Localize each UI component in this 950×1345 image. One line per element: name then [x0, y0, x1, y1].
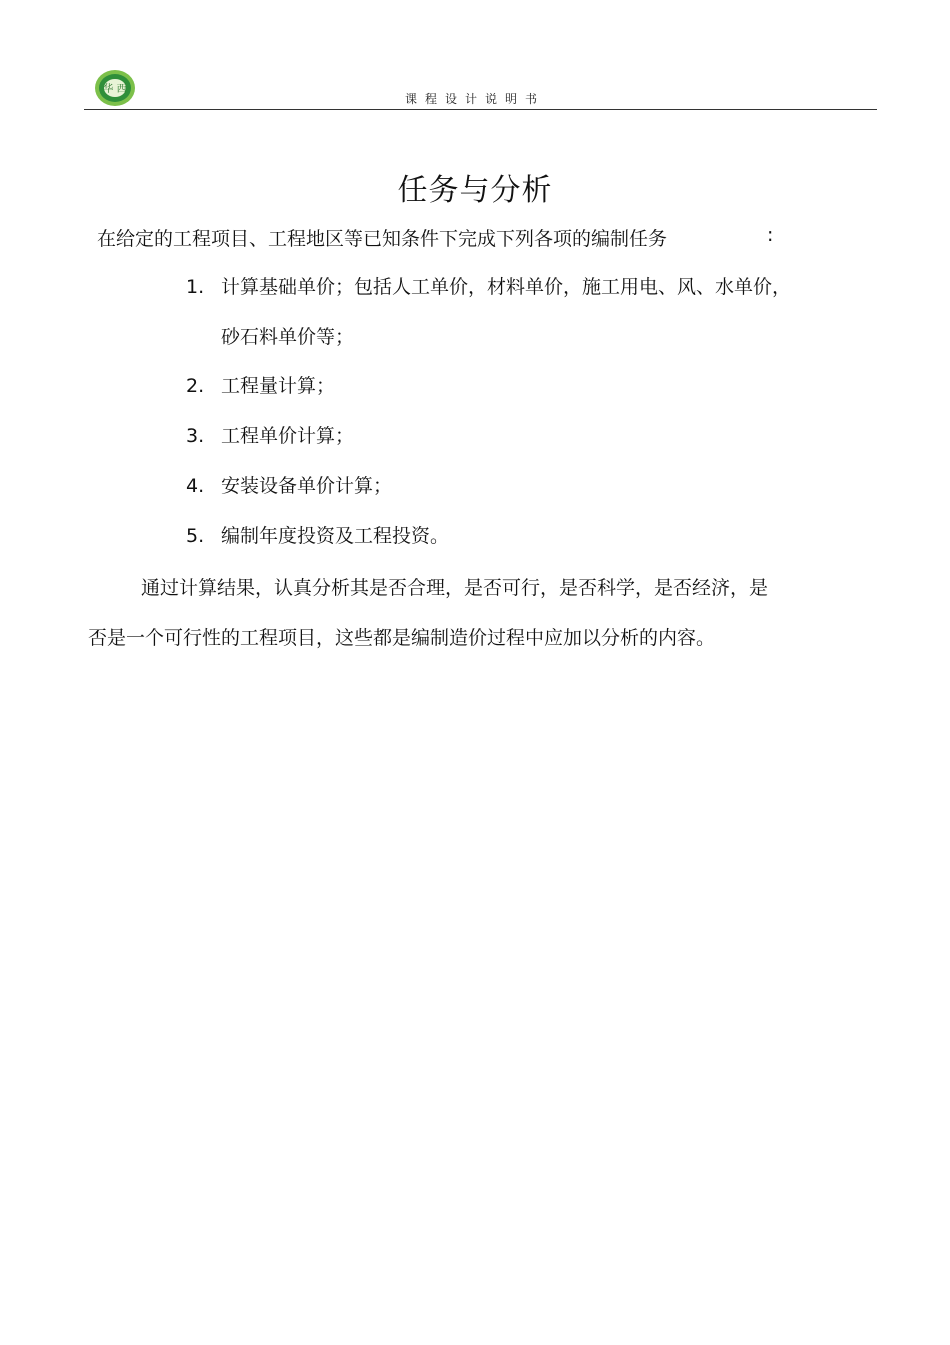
svg-text:华 西: 华 西	[103, 84, 127, 95]
header-title: 课程设计说明书	[404, 92, 545, 106]
analysis-paragraph-line-1: 通过计算结果，认真分析其是否合理，是否可行，是否科学，是否经济，是	[141, 577, 769, 599]
task-text: 编制年度投资及工程投资。	[221, 525, 450, 547]
task-number: 2.	[186, 375, 205, 397]
task-text: 工程单价计算；	[221, 425, 355, 447]
task-item-1	[186, 275, 791, 299]
task-number: 1.	[186, 276, 205, 298]
task-number: 4.	[186, 475, 205, 497]
task-text: 工程量计算；	[221, 375, 336, 397]
header-divider	[84, 109, 877, 110]
task-item-5	[186, 524, 449, 548]
intro-text	[97, 224, 774, 251]
task-number: 5.	[186, 525, 205, 547]
task-item-4	[186, 474, 392, 498]
analysis-paragraph-line-2: 否是一个可行性的工程项目，这些都是编制造价过程中应加以分析的内容。	[88, 627, 716, 649]
task-text: 安装设备单价计算；	[221, 475, 393, 497]
intro-sentence: 在给定的工程项目、工程地区等已知条件下完成下列各项的编制任务	[97, 228, 668, 250]
page-header	[0, 0, 950, 112]
task-number: 3.	[186, 425, 205, 447]
task-text: 计算基础单价；包括人工单价，材料单价，施工用电、风、水单价，	[221, 276, 792, 298]
intro-colon: :	[767, 224, 774, 246]
task-item-1-continuation: 砂石料单价等；	[221, 326, 355, 348]
page-title: 任务与分析	[397, 173, 553, 208]
task-item-3	[186, 424, 354, 448]
task-item-2	[186, 374, 335, 398]
